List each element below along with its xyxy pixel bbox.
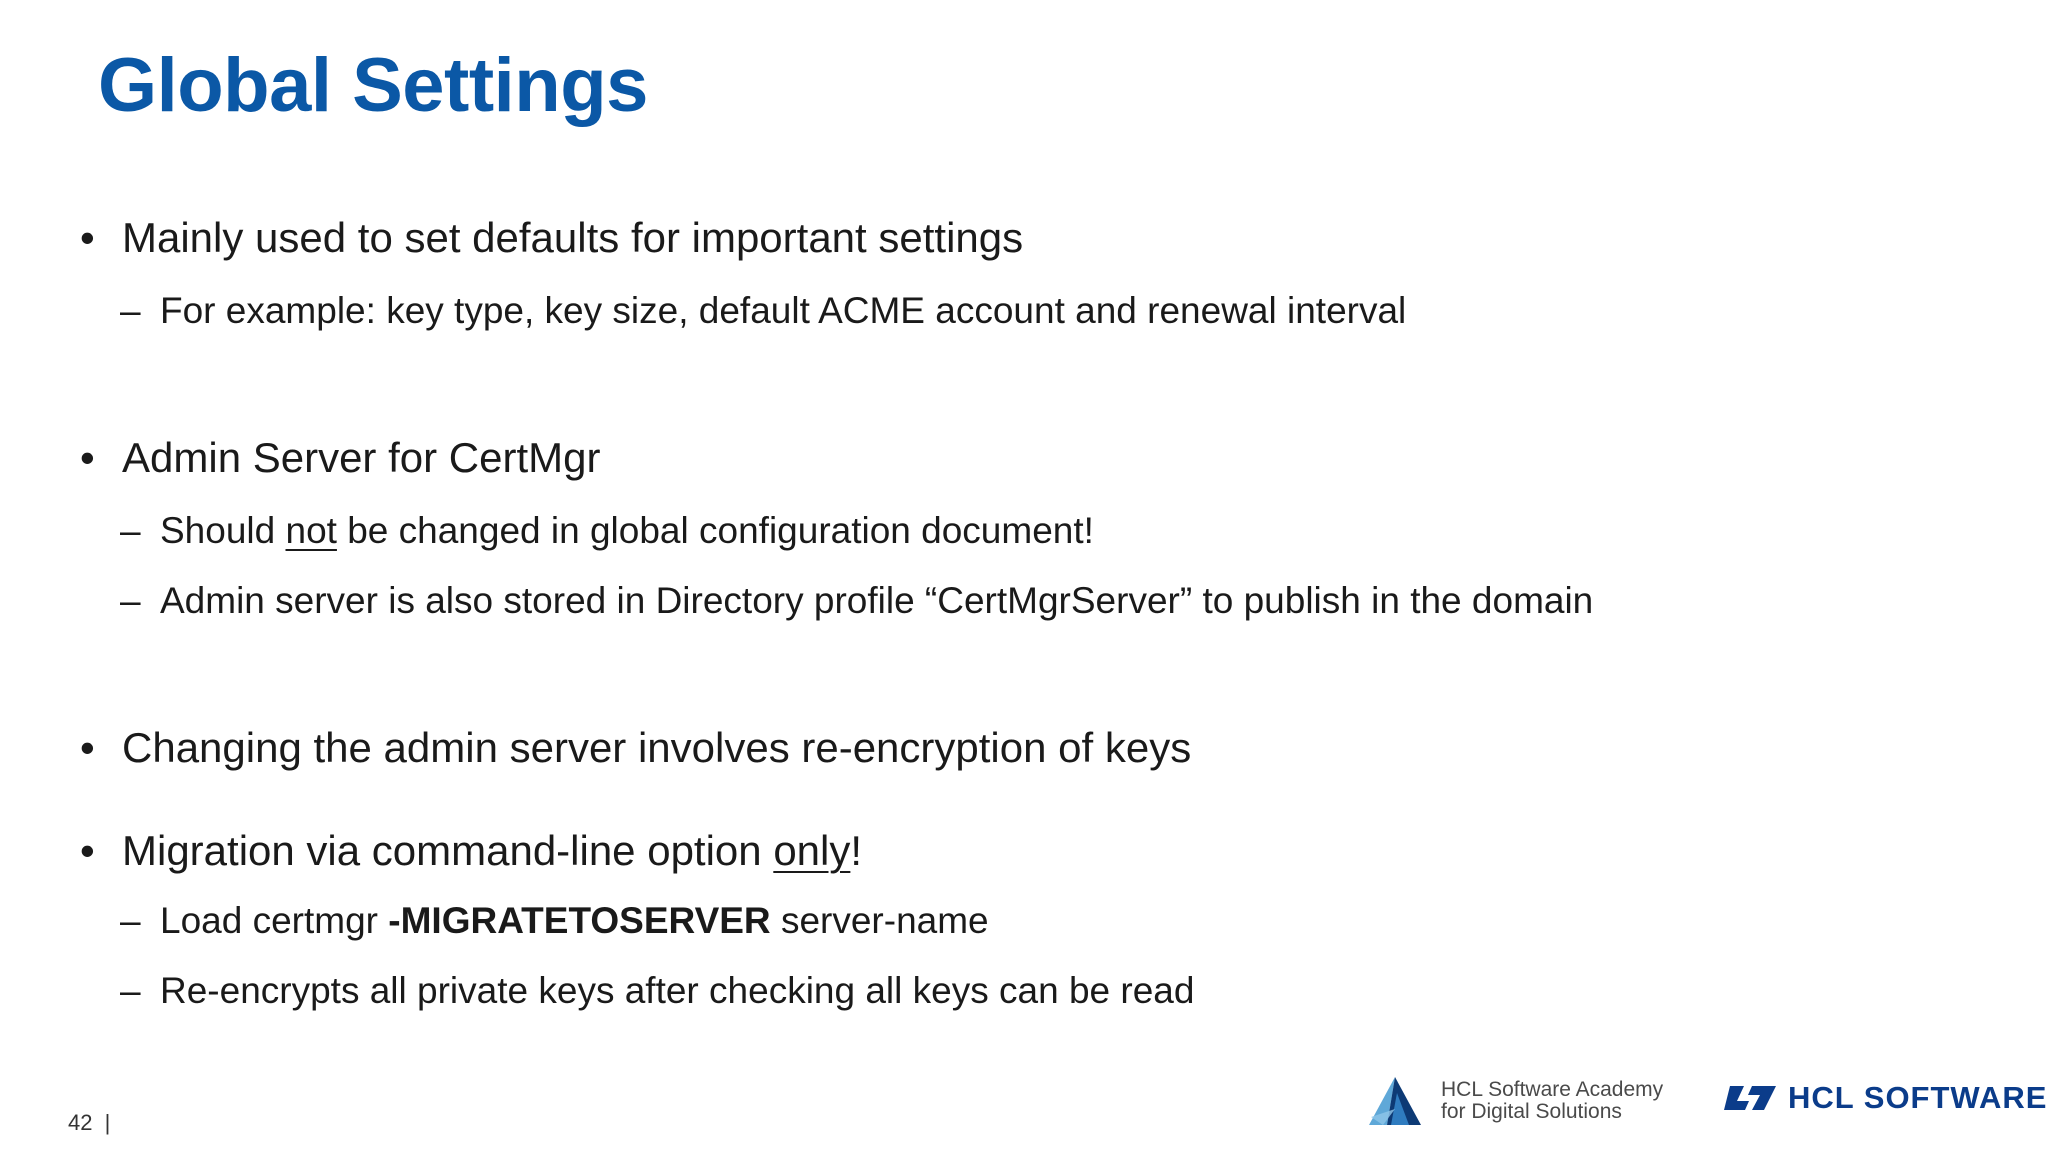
text-segment: be changed in global configuration document! <box>336 510 1094 551</box>
sub-bullet-item <box>120 970 1194 1012</box>
text-segment: Migration via command-line option <box>122 827 774 874</box>
academy-line-1: HCL Software Academy <box>1441 1077 1664 1101</box>
dash-marker: – <box>120 290 141 331</box>
sub-bullet-item <box>120 510 1094 552</box>
hcl-logo-icon <box>1722 1083 1778 1113</box>
bullet-text: Admin Server for CertMgr <box>122 434 601 481</box>
bullet-text <box>122 827 862 874</box>
page-separator: | <box>104 1110 111 1135</box>
page-number-value: 42 <box>68 1110 93 1135</box>
command-option: -MIGRATETOSERVER <box>388 900 771 941</box>
academy-logo-icon <box>1365 1073 1431 1129</box>
text-segment: Should <box>160 510 286 551</box>
sub-bullet-text: Admin server is also stored in Directory profile “CertMgrServer” to publish in the domain <box>160 580 1594 621</box>
bullet-item <box>80 214 1023 262</box>
sub-bullet-text <box>160 900 989 941</box>
bullet-item <box>80 827 862 875</box>
bullet-marker: • <box>80 724 95 771</box>
dash-marker: – <box>120 900 141 941</box>
hcl-software-logo <box>1722 1080 2047 1116</box>
bullet-item <box>80 434 600 482</box>
bullet-marker: • <box>80 214 95 261</box>
bullet-marker: • <box>80 434 95 481</box>
page-number <box>68 1110 110 1136</box>
sub-bullet-text <box>160 510 1094 551</box>
text-segment: ! <box>850 827 863 874</box>
underlined-word: not <box>285 510 337 551</box>
academy-text <box>1441 1079 1663 1123</box>
bullet-marker: • <box>80 827 95 874</box>
bullet-text: Mainly used to set defaults for important settings <box>122 214 1024 261</box>
sub-bullet-text: Re-encrypts all private keys after checking all keys can be read <box>160 970 1195 1011</box>
underlined-word: only <box>773 827 851 874</box>
dash-marker: – <box>120 970 141 1011</box>
sub-bullet-item <box>120 580 1593 622</box>
bullet-text: Changing the admin server involves re-encryption of keys <box>122 724 1192 771</box>
text-segment: server-name <box>770 900 989 941</box>
academy-logo <box>1365 1073 1663 1129</box>
hcl-brand-text: HCL SOFTWARE <box>1788 1080 2048 1115</box>
sub-bullet-item <box>120 290 1406 332</box>
academy-line-2: for Digital Solutions <box>1441 1100 1622 1123</box>
sub-bullet-text: For example: key type, key size, default ACME account and renewal interval <box>160 290 1407 331</box>
dash-marker: – <box>120 580 141 621</box>
bullet-item <box>80 724 1191 772</box>
sub-bullet-item <box>120 900 989 942</box>
text-segment: Load certmgr <box>160 900 389 941</box>
dash-marker: – <box>120 510 141 551</box>
slide-title: Global Settings <box>98 43 648 128</box>
